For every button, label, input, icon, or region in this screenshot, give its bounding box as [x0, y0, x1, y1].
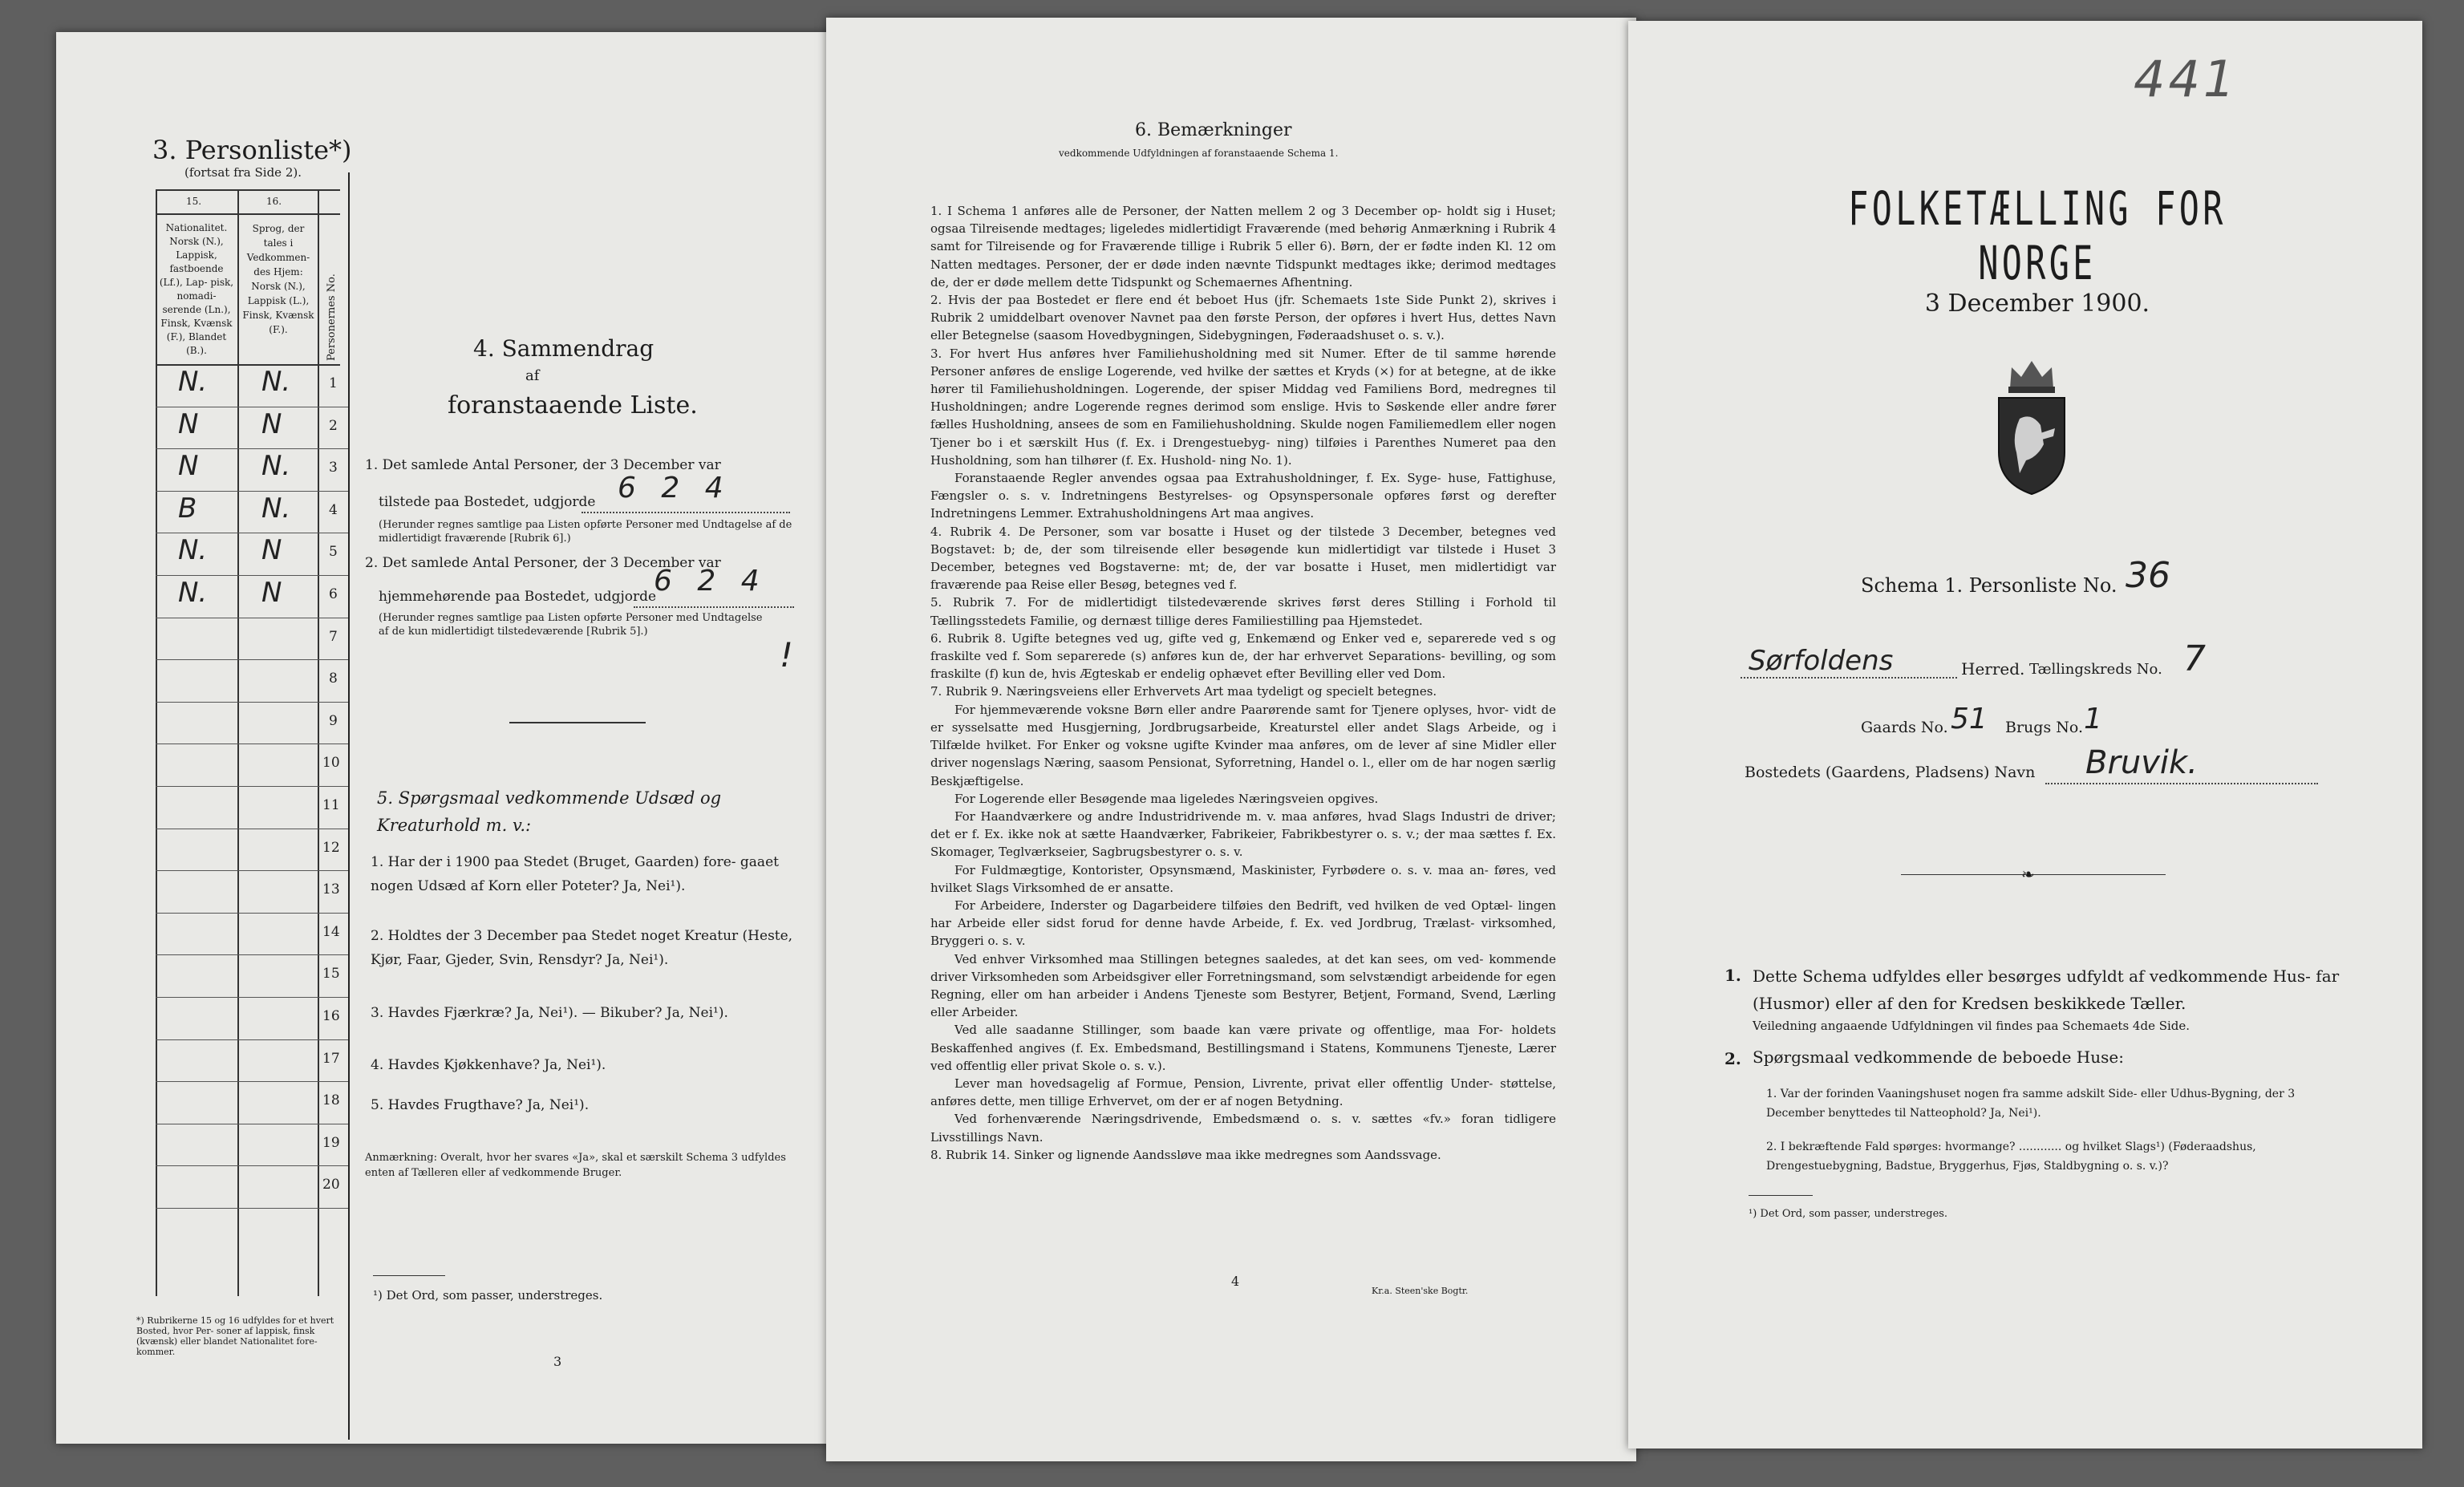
row-number: 1	[329, 375, 338, 391]
census-date: 3 December 1900.	[1924, 290, 2150, 318]
item2-line1: 2. Det samlede Antal Personer, der 3 December var	[365, 555, 721, 571]
herred-dotline	[1741, 677, 1957, 679]
note-paragraph: For hjemmeværende voksne Børn eller andre Paarørende samt for Tjenere oplyses, hvor- vidt de er sysselsatte med Husgjerning, Jordbrugsarbeide, Kreaturstel eller andet Slags Arbeide, og i Tilfælde hvilket. For Enker og voksne ugifte Kvinder maa anføres, om de lever af sine Midler eller driver nogenslags Næring, saasom Pensionat, Syforretning, Handel o. l., eller om de har nogen særlig Beskjæftigelse.	[930, 702, 1556, 788]
col15-number: 15.	[186, 196, 202, 207]
separator	[509, 722, 646, 723]
sprog-cell: N.	[261, 366, 291, 398]
table-header-line	[156, 213, 340, 215]
note-paragraph: 3. For hvert Hus anføres hver Familiehusholdning med sit Numer. Efter de til samme hørende Personer anføres de enslige Logerende, ved hvilke der sættes et Kryds (×) for at betegne, at de ikke hører til Familiehusholdningen. Logerende, der spiser Middag ved Familiens Bord, medregnes til Husholdningen; andre Logerende regnes derimod som enslige. Hvis to Søskende eller andre fører fælles Husholdning, ansees de som en Familiehusholdning. Skulde nogen Familiemedlem eller nogen Tjener bo i et særskilt Hus (f. Ex. i Drengestuebyg- ning) tilføies i Parenthes Numeret paa den Husholdning, som han tilhører (f. Ex. Hushold- ning No. 1).	[930, 346, 1556, 468]
row-line	[156, 448, 348, 449]
note-paragraph: 4. Rubrik 4. De Personer, som var bosatte i Huset og der tilstede 3 December, betegnes ved Bogstavet: b; de, der som tilreisende eller besøgende kun midlertidigt var tilstede i Huset 3 December, betegnes ved Bogstaverne: mt; de, der var bosatte i Huset, men midlertidigt var fraværende paa Reise eller Besøg, betegnes ved f.	[930, 524, 1556, 593]
table-footnote: *) Rubrikerne 15 og 16 udfyldes for et hvert Bosted, hvor Per- soner af lappisk, finsk (kvænsk) eller blandet Nationalitet fore- kommer.	[136, 1315, 334, 1357]
note-paragraph: For Arbeidere, Inderster og Dagarbeidere tilføies den Bedrift, ved hvilken de ved Optæl- lingen har Arbeide eller sidst forud for denne havde Arbeide, f. Ex. ved Jordbrug, Trælast- virksomhed, Bryggeri o. s. v.	[930, 897, 1556, 949]
nationalitet-cell: N.	[178, 366, 208, 398]
note-paragraph: Foranstaaende Regler anvendes ogsaa paa Extrahusholdninger, f. Ex. Syge- huse, Fattighuse, Fængsler o. s. v. Indretningens Bestyrelses- og Opsynspersonale opføres først og derefter Indretningens Lemmer. Extrahusholdningens Art maa angives.	[930, 471, 1556, 521]
row-line	[156, 1081, 348, 1082]
col16-header: Sprog, der tales i Vedkommen- des Hjem: Norsk (N.), Lappisk (L.), Finsk, Kvænsk (F.).	[242, 223, 314, 335]
row-number: 5	[329, 544, 338, 561]
row-line	[156, 702, 348, 703]
schema-label: Schema 1. Personliste No.	[1861, 574, 2118, 597]
footnote-2: ¹) Det Ord, som passer, understreges.	[373, 1288, 603, 1303]
bemerkninger-text	[930, 202, 1556, 1164]
krets-label: Tællingskreds No.	[2029, 661, 2162, 678]
krets-value: 7	[2183, 638, 2206, 679]
footnote: ¹) Det Ord, som passer, understreges.	[1749, 1208, 1948, 1220]
table-right-line	[348, 172, 350, 1440]
note-paragraph: 1. I Schema 1 anføres alle de Personer, der Natten mellem 2 og 3 December op- holdt sig i Huset; ogsaa Tilreisende medtages; ligeledes midlertidigt Fraværende (med behørig Anmærkning i Rubrik 4 samt for Tilreisende og for Fraværende tillige i Rubrik 5 eller 6). Børn, der er fødte inden Kl. 12 om Natten medtages. Personer, der er døde inden nævnte Tidspunkt medtages ikke; derimod medtages de, der er døde mellem dette Tidspunkt og Schemaernes Afhentning.	[930, 204, 1556, 290]
row-number: 11	[322, 797, 340, 813]
ornament-icon: ❧	[2021, 865, 2035, 884]
instr1-sub: Veiledning angaaende Udfyldningen vil findes paa Schemaets 4de Side.	[1753, 1019, 2190, 1033]
item1-dotline	[582, 512, 790, 513]
note-paragraph: For Fuldmægtige, Kontorister, Opsynsmænd, Maskinister, Fyrbødere o. s. v. maa an- føres, ved hvilket Slags Virksomhed de er ansatte.	[930, 862, 1556, 895]
schema-value: 36	[2126, 555, 2170, 596]
col15-header: Nationalitet. Norsk (N.), Lappisk, fastboende (Lf.), Lap- pisk, nomadi- serende (Ln.), Finsk, Kvænsk (F.), Blandet (B.).	[159, 222, 234, 356]
item1-line2: tilstede paa Bostedet, udgjorde	[379, 494, 596, 510]
nationalitet-cell: N.	[178, 534, 208, 567]
bemerkninger-subtitle: vedkommende Udfyldningen af foranstaaende Schema 1.	[1059, 148, 1339, 159]
table-top-line	[156, 189, 340, 191]
main-title: FOLKETÆLLING FOR NORGE	[1848, 181, 2227, 290]
row-number: 20	[322, 1177, 340, 1193]
question-5: 5. Havdes Frugthave? Ja, Nei¹).	[371, 1097, 590, 1113]
row-number: 13	[322, 881, 340, 898]
section5-title: 5. Spørgsmaal vedkommende Udsæd og Kreaturhold m. v.:	[377, 788, 722, 835]
item2-dotline	[634, 606, 794, 608]
instr2-number: 2.	[1724, 1049, 1741, 1068]
question-3: 3. Havdes Fjærkræ? Ja, Nei¹). — Bikuber? Ja, Nei¹).	[371, 1005, 728, 1021]
instr2-text: Spørgsmaal vedkommende de beboede Huse:	[1753, 1047, 2124, 1067]
item2-line2: hjemmehørende paa Bostedet, udgjorde	[379, 589, 657, 605]
herred-value: Sørfoldens	[1749, 645, 1894, 677]
coat-of-arms-icon	[1988, 356, 2076, 500]
nationalitet-cell: N	[178, 450, 199, 483]
item2-value: 6 2 4	[654, 565, 768, 598]
instr2-q1: 1. Var der forinden Vaaningshuset nogen fra samme adskilt Side- eller Udhus-Bygning, der 3 December benyttedes til Natteophold? Ja, Nei¹).	[1766, 1088, 2296, 1120]
personliste-title: 3. Personliste*)	[152, 135, 352, 165]
col16-number: 16.	[266, 196, 282, 207]
row-number: 4	[329, 501, 338, 518]
row-line	[156, 491, 348, 492]
page-bemerkninger	[826, 18, 1636, 1461]
row-line	[156, 659, 348, 660]
row-number: 16	[322, 1008, 340, 1024]
bemerkninger-title: 6. Bemærkninger	[1135, 120, 1292, 140]
sammendrag-title: 4. Sammendrag	[473, 335, 654, 362]
page-forside	[1628, 21, 2422, 1449]
bosted-dotline	[2045, 783, 2318, 784]
row-number: 9	[329, 712, 338, 729]
note-paragraph: Ved forhenværende Næringsdrivende, Embedsmænd o. s. v. sættes «fv.» foran tidligere Livsstillings Navn.	[930, 1112, 1556, 1145]
footnote-rule	[373, 1275, 445, 1276]
personliste-subtitle: (fortsat fra Side 2).	[184, 165, 302, 180]
instr1-text: Dette Schema udfyldes eller besørges udfyldt af vedkommende Hus- far (Husmor) eller af den for Kredsen beskikkede Tæller.	[1753, 966, 2340, 1013]
instr1-number: 1.	[1724, 966, 1741, 985]
sammendrag-subtitle: foranstaaende Liste.	[448, 391, 698, 419]
row-number: 12	[322, 839, 340, 856]
note-paragraph: 7. Rubrik 9. Næringsveiens eller Erhvervets Art maa tydeligt og specielt betegnes.	[930, 684, 1437, 699]
gaards-value: 51	[1951, 703, 1988, 735]
persnr-header: Personernes No.	[326, 273, 338, 361]
row-number: 15	[322, 966, 340, 983]
row-number: 7	[329, 628, 338, 645]
note-paragraph: Ved enhver Virksomhed maa Stillingen betegnes saaledes, at det kan sees, om ved- kommende driver Virksomheden som Arbeidsgiver eller Forretningsmand, som selvstændigt arbeidende for egen Regning, eller om han arbeider i Andens Tjeneste som Bestyrer, Betjent, Formand, Svend, Lærling eller Arbeider.	[930, 951, 1556, 1020]
row-line	[156, 913, 348, 914]
sprog-cell: N	[261, 577, 282, 609]
row-number: 17	[322, 1050, 340, 1067]
row-number: 3	[329, 460, 338, 476]
brugs-value: 1	[2084, 703, 2102, 735]
nationalitet-cell: N.	[178, 577, 208, 609]
row-number: 8	[329, 671, 338, 687]
sprog-cell: N.	[261, 492, 291, 525]
row-line	[156, 1208, 348, 1209]
question-4: 4. Havdes Kjøkkenhave? Ja, Nei¹).	[371, 1057, 606, 1073]
page-number: 3	[553, 1354, 562, 1369]
note-paragraph: 8. Rubrik 14. Sinker og lignende Aandssløve maa ikke medregnes som Aandssvage.	[930, 1147, 1441, 1162]
gaards-label: Gaards No.	[1861, 719, 1948, 736]
note-paragraph: 6. Rubrik 8. Ugifte betegnes ved ug, gifte ved g, Enkemænd og Enker ved e, separerede ved s og fraskilte ved f. Som separerede (s) anføres kun de, der har erhvervet Separations- bevilling, og som fraskilte (f) kun de, hvis Ægteskab er endelig ophævet efter Bevilling eller ved Dom.	[930, 630, 1556, 682]
table-col-line	[237, 189, 239, 1296]
nationalitet-cell: N	[178, 407, 199, 440]
row-number: 18	[322, 1092, 340, 1109]
note-paragraph: 2. Hvis der paa Bostedet er flere end ét beboet Hus (jfr. Schemaets 1ste Side Punkt 2), skrives i Rubrik 2 umiddelbart ovenover Navnet paa den første Person, der opføres i hvert Hus, dettes Navn eller Betegnelse (saasom Hovedbygningen, Sidebygningen, Føderaadshuset o. s. v.).	[930, 293, 1556, 343]
printer-note: Kr.a. Steen'ske Bogtr.	[1372, 1286, 1469, 1296]
sammendrag-af: af	[525, 367, 540, 384]
note-paragraph: Lever man hovedsagelig af Formue, Pension, Livrente, privat eller offentlig Under- støttelse, anføres dette, men tillige Erhvervet, om der er af nogen Betydning.	[930, 1076, 1556, 1109]
footnote-rule	[1749, 1195, 1813, 1196]
row-line	[156, 954, 348, 955]
row-line	[156, 1039, 348, 1040]
instr2-q2: 2. I bekræftende Fald spørges: hvormange? ............ og hvilket Slags¹) (Føderaadshus, Drengestuebygning, Badstue, Bryggerhus, Fjøs, Staldbygning o. s. v.)?	[1766, 1141, 2256, 1173]
page-personliste	[56, 32, 833, 1444]
question-2: 2. Holdtes der 3 December paa Stedet noget Kreatur (Heste, Kjør, Faar, Gjeder, Svin, Rensdyr? Ja, Nei¹).	[371, 928, 793, 968]
item1-note: (Herunder regnes samtlige paa Listen opførte Personer med Undtagelse af de midlertidigt fraværende [Rubrik 6].)	[379, 519, 792, 545]
note-paragraph: For Haandværkere og andre Industridrivende m. v. maa anføres, hvad Slags Industri de driver; det er f. Ex. ikke nok at sætte Haandværker, Fabrikeier, Fabrikbestyrer o. s. v.; der maa sættes f. Ex. Skomager, Teglværkseier, Sagbrugsbestyrer o. s. v.	[930, 808, 1556, 860]
sprog-cell: N.	[261, 450, 291, 483]
item1-line1: 1. Det samlede Antal Personer, der 3 December var	[365, 457, 721, 473]
question-1: 1. Har der i 1900 paa Stedet (Bruget, Gaarden) fore- gaaet nogen Udsæd af Korn eller Poteter? Ja, Nei¹).	[371, 854, 779, 894]
table-left-line	[156, 189, 157, 1296]
bosted-label: Bostedets (Gaardens, Pladsens) Navn	[1745, 764, 2036, 781]
bosted-value: Bruvik.	[2085, 744, 2198, 781]
item2-mark: !	[780, 635, 793, 675]
row-number: 19	[322, 1134, 340, 1151]
archive-number: 441	[2134, 50, 2239, 108]
row-number: 6	[329, 586, 338, 602]
sprog-cell: N	[261, 407, 282, 440]
note-paragraph: For Logerende eller Besøgende maa ligeledes Næringsveien opgives.	[954, 791, 1379, 806]
row-number: 10	[322, 755, 340, 772]
brugs-label: Brugs No.	[2005, 719, 2084, 736]
row-line	[156, 997, 348, 998]
note-paragraph: 5. Rubrik 7. For de midlertidigt tilstedeværende skrives først deres Stilling i Forhold til Tællingsstedets Familie, og dernæst tillige deres Familiestilling paa Hjemstedet.	[930, 595, 1556, 628]
herred-label: Herred.	[1961, 659, 2025, 679]
row-number: 2	[329, 417, 338, 434]
table-col-line	[318, 189, 319, 1296]
row-line	[156, 870, 348, 871]
item1-value: 6 2 4	[618, 472, 732, 504]
sprog-cell: N	[261, 534, 282, 567]
row-number: 14	[322, 923, 340, 940]
nationalitet-cell: B	[178, 492, 197, 525]
row-line	[156, 1165, 348, 1166]
row-line	[156, 786, 348, 787]
note-paragraph: Ved alle saadanne Stillinger, som baade kan være private og offentlige, maa For- holdets Beskaffenhed angives (f. Ex. Embedsmand, Bestillingsmand i Statens, Kommunens Tjeneste, Lærer ved offentlig eller privat Skole o. s. v.).	[930, 1023, 1556, 1073]
page-number: 4	[1231, 1274, 1240, 1289]
anmerkning: Anmærkning: Overalt, hvor her svares «Ja», skal et særskilt Schema 3 udfyldes enten af Tælleren eller af vedkommende Bruger.	[365, 1152, 786, 1179]
item2-note: (Herunder regnes samtlige paa Listen opførte Personer med Undtagelse af de kun midlertidigt tilstedeværende [Rubrik 5].)	[379, 612, 763, 638]
row-line	[156, 575, 348, 576]
